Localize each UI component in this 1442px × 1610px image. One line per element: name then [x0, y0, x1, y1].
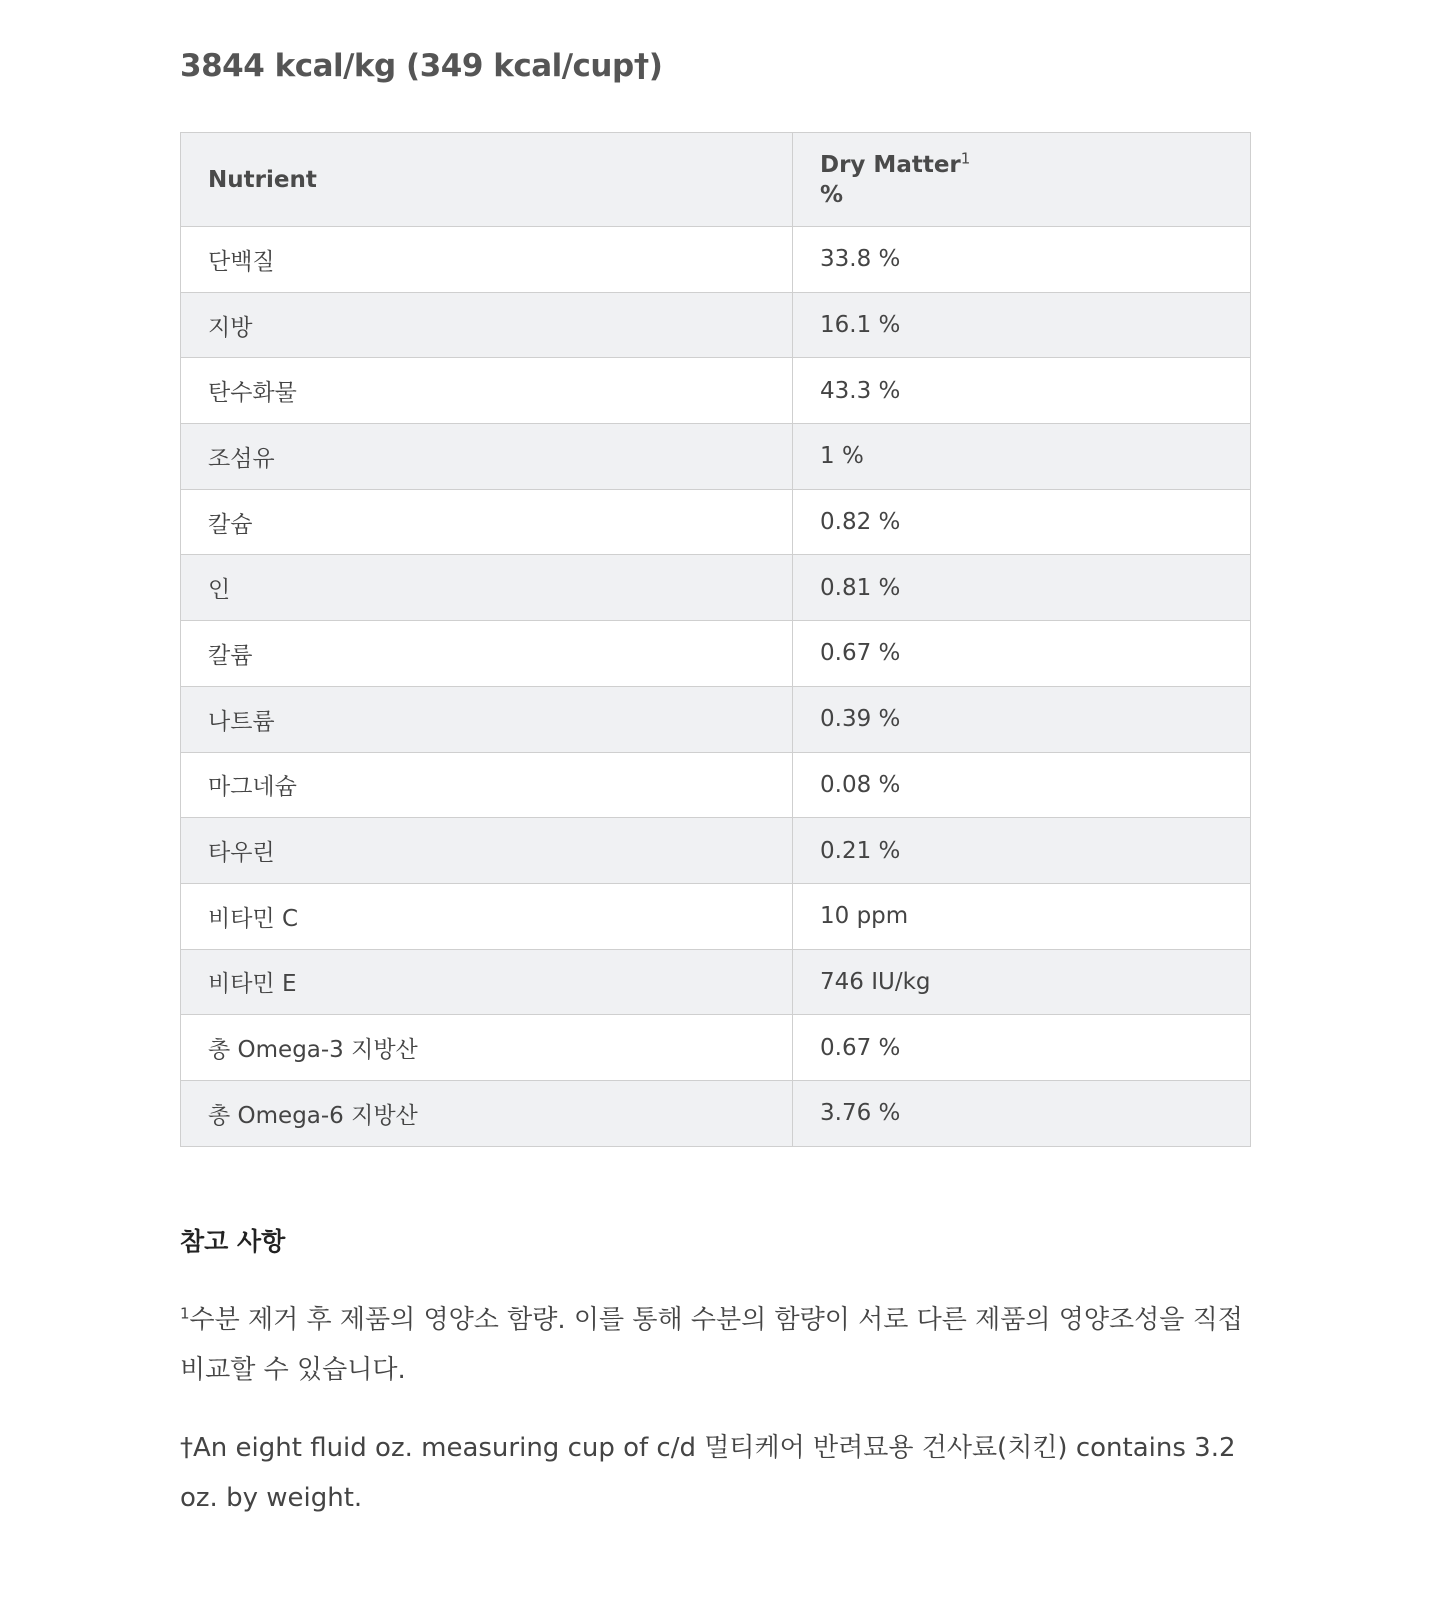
header-dry-matter-label: Dry Matter: [820, 151, 961, 178]
header-footnote-marker: 1: [960, 148, 971, 167]
nutrient-value: 3.76 %: [793, 1080, 1251, 1146]
nutrient-value: 43.3 %: [793, 358, 1251, 424]
nutrient-value: 746 IU/kg: [793, 949, 1251, 1015]
table-row: [181, 883, 1251, 949]
nutrient-name: 총 Omega-6 지방산: [181, 1080, 793, 1146]
footnote-cup-weight: †An eight fluid oz. measuring cup of c/d 멀티케어 반려묘용 건사료(치킨) contains 3.2 oz. by weight.: [180, 1433, 1236, 1513]
nutrient-value: 0.82 %: [793, 489, 1251, 555]
table-row: [181, 1015, 1251, 1081]
nutrient-name: 타우린: [181, 818, 793, 884]
header-nutrient-label: Nutrient: [208, 166, 317, 193]
calorie-heading: 3844 kcal/kg (349 kcal/cup†): [180, 48, 663, 84]
nutrient-value: 0.21 %: [793, 818, 1251, 884]
nutrient-value: 10 ppm: [793, 883, 1251, 949]
nutrient-name: 칼슘: [181, 489, 793, 555]
nutrient-value: 16.1 %: [793, 292, 1251, 358]
nutrient-name: 탄수화물: [181, 358, 793, 424]
footnote-dry-matter-text: 수분 제거 후 제품의 영양소 함량. 이를 통해 수분의 함량이 서로 다른 제품의 영양조성을 직접 비교할 수 있습니다.: [180, 1305, 1243, 1385]
nutrient-name: 마그네슘: [181, 752, 793, 818]
nutrient-name: 비타민 C: [181, 883, 793, 949]
footnote-dry-matter: [180, 1295, 1250, 1395]
table-row: [181, 949, 1251, 1015]
nutrient-name: 비타민 E: [181, 949, 793, 1015]
nutrient-name: 나트륨: [181, 686, 793, 752]
nutrient-name: 단백질: [181, 227, 793, 293]
notes-title: 참고 사항: [180, 1227, 286, 1256]
nutrient-table: [180, 132, 1251, 1147]
table-row: [181, 752, 1251, 818]
header-nutrient: [181, 133, 793, 227]
nutrient-name: 총 Omega-3 지방산: [181, 1015, 793, 1081]
nutrient-name: 조섬유: [181, 424, 793, 490]
table-body: [181, 227, 1251, 1147]
nutrient-name: 지방: [181, 292, 793, 358]
nutrient-value: 0.67 %: [793, 1015, 1251, 1081]
header-dry-matter-unit: %: [820, 181, 844, 208]
nutrient-name: 칼륨: [181, 621, 793, 687]
nutrient-value: 1 %: [793, 424, 1251, 490]
table-row: [181, 1080, 1251, 1146]
table-row: [181, 358, 1251, 424]
nutrient-value: 0.08 %: [793, 752, 1251, 818]
nutrient-value: 0.39 %: [793, 686, 1251, 752]
footnote-marker: 1: [180, 1304, 190, 1323]
nutrient-name: 인: [181, 555, 793, 621]
table-row: [181, 555, 1251, 621]
header-dry-matter: [793, 133, 1251, 227]
table-row: [181, 686, 1251, 752]
table-row: [181, 227, 1251, 293]
table-row: [181, 818, 1251, 884]
table-row: [181, 621, 1251, 687]
table-row: [181, 424, 1251, 490]
table-header: [181, 133, 1251, 227]
nutrient-value: 0.81 %: [793, 555, 1251, 621]
nutrient-value: 33.8 %: [793, 227, 1251, 293]
notes-section: [180, 1225, 1250, 1523]
table-row: [181, 292, 1251, 358]
table-row: [181, 489, 1251, 555]
table-header-row: [181, 133, 1251, 227]
nutrient-value: 0.67 %: [793, 621, 1251, 687]
